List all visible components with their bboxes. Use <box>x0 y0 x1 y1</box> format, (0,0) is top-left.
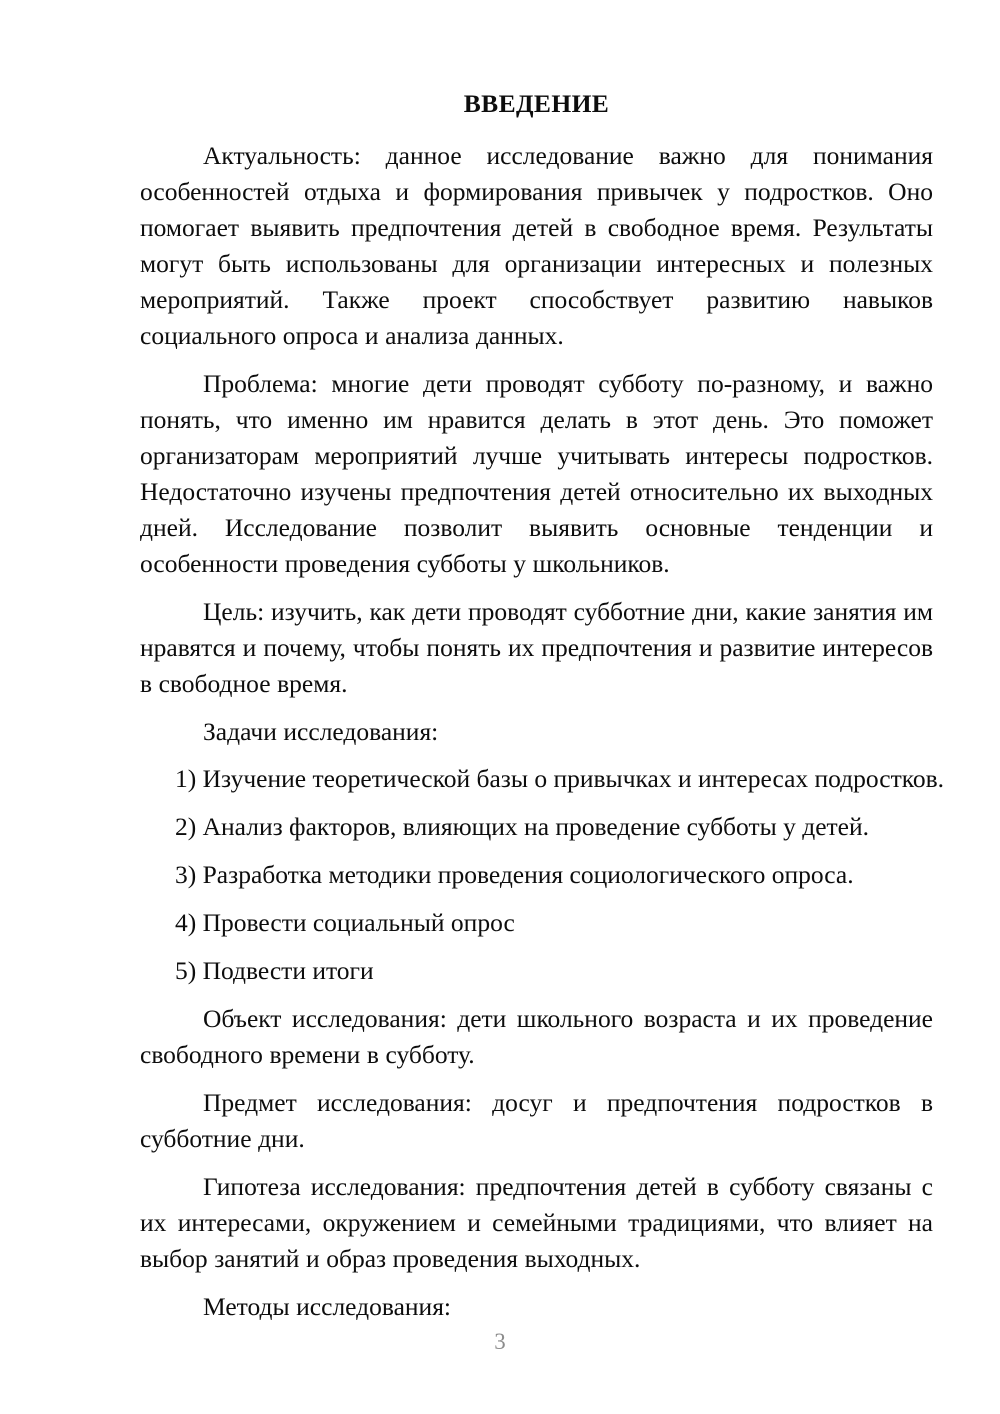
list-item: 3) Разработка методики проведения социологического опроса. <box>175 859 854 889</box>
paragraph-methods-label: Методы исследования: <box>203 1291 452 1321</box>
paragraph-object: Объект исследования: дети школьного возраста и их проведение свободного времени в субботу. <box>140 1003 933 1069</box>
document-body <box>140 88 945 1337</box>
paragraph-relevance: Актуальность: данное исследование важно для понимания особенностей отдыха и формирования привычек у подростков. Оно помогает выявить предпочтения детей в свободное время. Результаты могут быть использованы для организации интересных и полезных мероприятий. Также проект способствует развитию навыков социального опроса и анализа данных. <box>140 140 933 350</box>
list-item: 4) Провести социальный опрос <box>175 907 515 937</box>
list-item: 5) Подвести итоги <box>175 955 374 985</box>
list-item: 1) Изучение теоретической базы о привычках и интересах подростков. <box>175 763 945 793</box>
page-title: ВВЕДЕНИЕ <box>463 89 610 118</box>
tasks-list <box>140 761 945 989</box>
paragraph-tasks-label: Задачи исследования: <box>203 716 439 746</box>
paragraph-goal: Цель: изучить, как дети проводят субботние дни, какие занятия им нравятся и почему, чтобы понять их предпочтения и развитие интересов в свободное время. <box>140 596 933 698</box>
list-item: 2) Анализ факторов, влияющих на проведение субботы у детей. <box>175 811 869 841</box>
page-number: 3 <box>494 1329 506 1354</box>
paragraph-subject: Предмет исследования: досуг и предпочтения подростков в субботние дни. <box>140 1087 933 1153</box>
paragraph-hypothesis: Гипотеза исследования: предпочтения детей в субботу связаны с их интересами, окружением и семейными традициями, что влияет на выбор занятий и образ проведения выходных. <box>140 1171 933 1273</box>
paragraph-problem: Проблема: многие дети проводят субботу по-разному, и важно понять, что именно им нравится делать в этот день. Это поможет организаторам мероприятий лучше учитывать интересы подростков. Недостаточно изучены предпочтения детей относительно их выходных дней. Исследование позволит выявить основные тенденции и особенности проведения субботы у школьников. <box>140 368 933 578</box>
